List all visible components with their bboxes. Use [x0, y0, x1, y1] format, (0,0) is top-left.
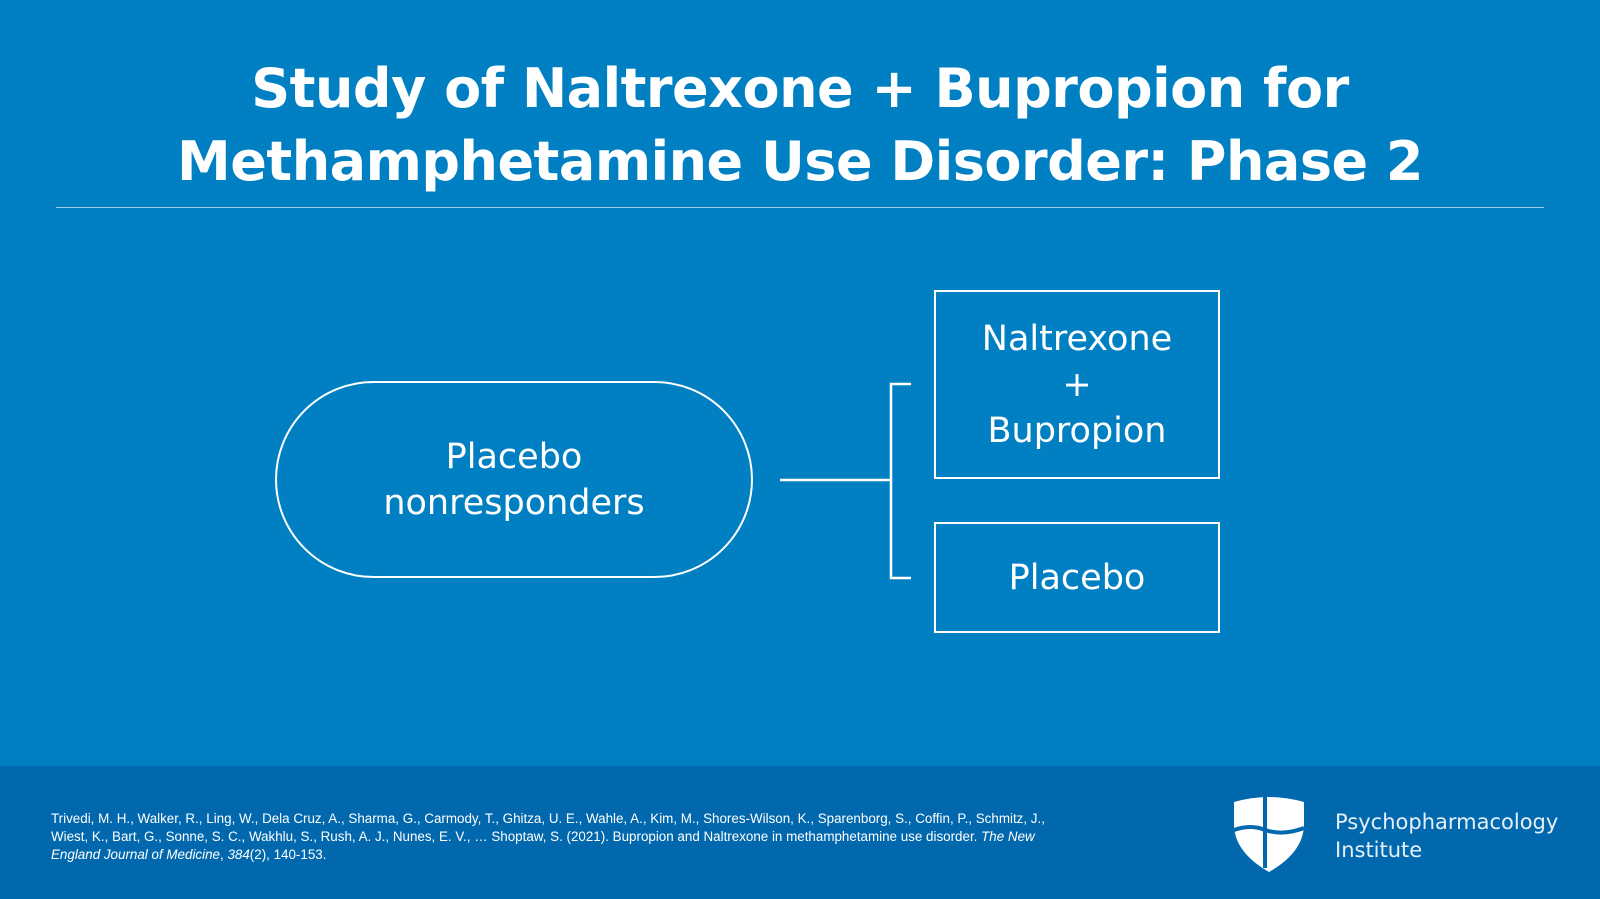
naltrexone-bupropion-arm: [934, 290, 1220, 479]
node-label-line-2: nonresponders: [383, 482, 645, 523]
arm1-line-3: Bupropion: [987, 410, 1167, 451]
logo-line-1: Psychopharmacology: [1335, 810, 1559, 834]
placebo-nonresponders-node: [275, 381, 753, 578]
connector-bracket: [891, 384, 911, 578]
citation-journal: The New England Journal of Medicine: [51, 829, 1035, 862]
logo-text: [1335, 808, 1558, 864]
citation: [51, 810, 1051, 864]
citation-issue-pages: (2), 140-153.: [249, 847, 327, 862]
citation-text: Trivedi, M. H., Walker, R., Ling, W., Dela Cruz, A., Sharma, G., Carmody, T., Ghitza, U. E., Wahle, A., Kim, M., Shores-Wilson, K., Sparenborg, S., Coffin, P., Schmitz, J., Wiest, K., Bart, G., Sonne, S. C., Wakhlu, S., Rush, A. J., Nunes, E. V., … Shoptaw, S. (2021). Bupropion and Naltrexone in methamphetamine use disorder.: [51, 811, 1045, 844]
citation-volume: 384: [227, 847, 250, 862]
arm2-label: Placebo: [1008, 557, 1146, 598]
placebo-arm: [934, 522, 1220, 633]
title-line-1: Study of Naltrexone + Bupropion for: [251, 57, 1349, 120]
logo-line-2: Institute: [1335, 838, 1423, 862]
citation-sep: ,: [219, 847, 228, 862]
shield-logo-icon: [1228, 794, 1310, 874]
node-label-line-1: Placebo: [445, 436, 583, 477]
title-line-2: Methamphetamine Use Disorder: Phase 2: [177, 130, 1423, 193]
arm1-line-1: Naltrexone: [981, 318, 1173, 359]
arm1-line-2: +: [1062, 364, 1092, 405]
